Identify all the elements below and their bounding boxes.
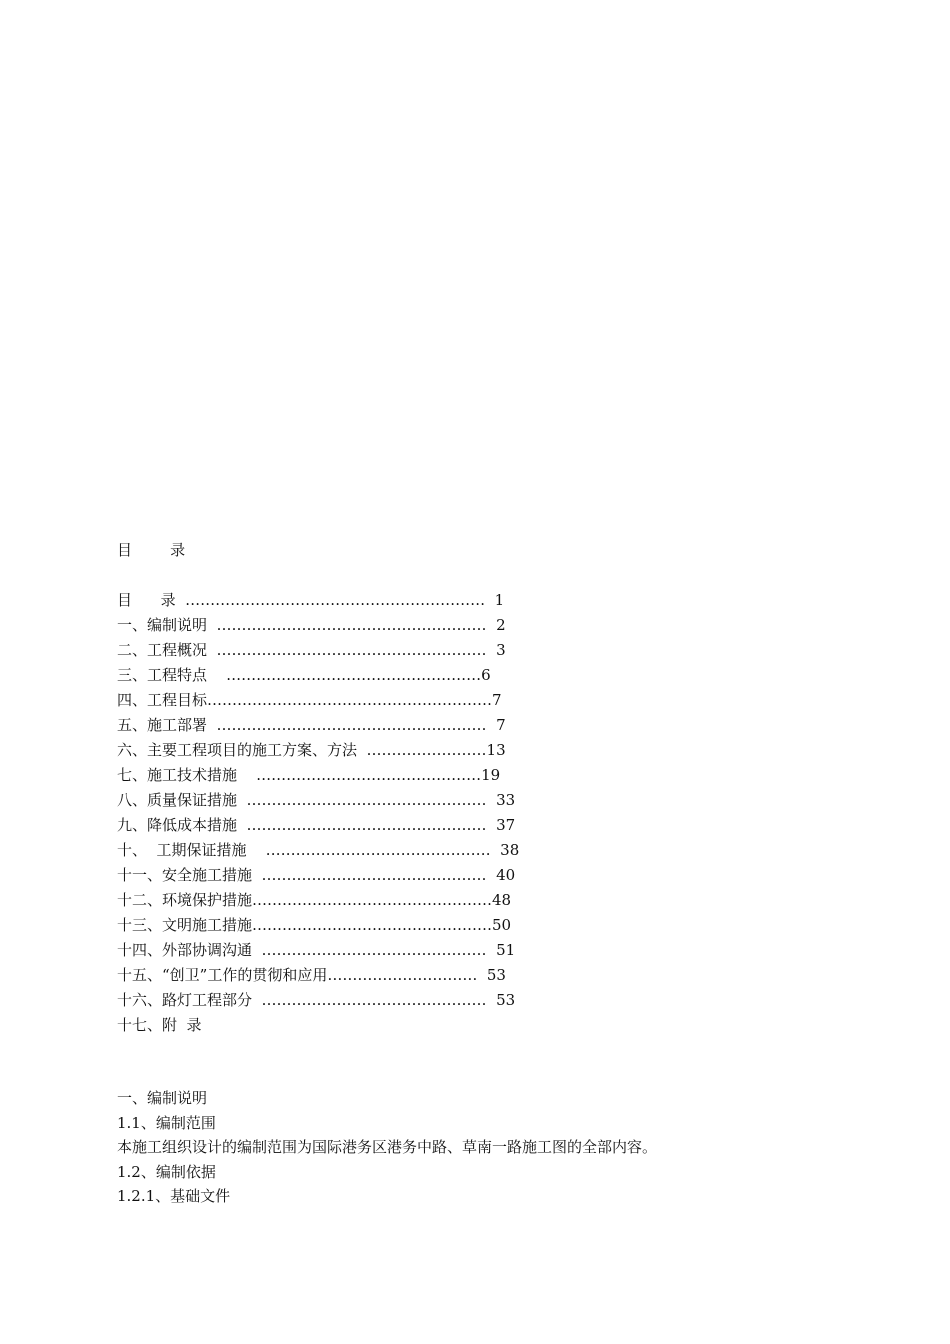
toc-entry[interactable]: 四、工程目标…………………………………………………7 [117, 691, 502, 709]
toc-entry[interactable]: 十五、“创卫”工作的贯彻和应用………………………… 53 [117, 966, 506, 984]
subsection-heading: 1.2.1、基础文件 [117, 1187, 231, 1205]
paragraph: 本施工组织设计的编制范围为国际港务区港务中路、草南一路施工图的全部内容。 [117, 1138, 658, 1156]
document-body [117, 1088, 657, 1211]
subsection-heading: 1.2、编制依据 [117, 1162, 216, 1181]
toc-entry[interactable]: 十三、文明施工措施…………………………………………50 [117, 916, 512, 934]
toc-entry[interactable]: 八、质量保证措施 ………………………………………… 33 [117, 791, 516, 809]
toc-entry[interactable]: 六、主要工程项目的施工方案、方法 ……………………13 [117, 741, 506, 759]
toc-entry[interactable]: 十、 工期保证措施 ……………………………………… 38 [117, 841, 520, 859]
section-heading: 一、编制说明 [117, 1089, 208, 1107]
toc-entry[interactable]: 二、工程概况 ……………………………………………… 3 [117, 641, 506, 659]
toc-entry[interactable]: 十一、安全施工措施 ……………………………………… 40 [117, 866, 516, 884]
table-of-contents [117, 590, 519, 1040]
toc-entry[interactable]: 五、施工部署 ……………………………………………… 7 [117, 716, 506, 734]
toc-entry[interactable]: 七、施工技术措施 ………………………………………19 [117, 766, 501, 784]
toc-entry[interactable]: 十二、环境保护措施…………………………………………48 [117, 891, 512, 909]
subsection-heading: 1.1、编制范围 [117, 1113, 216, 1132]
toc-entry[interactable]: 九、降低成本措施 ………………………………………… 37 [117, 816, 516, 834]
toc-entry[interactable]: 三、工程特点 ……………………………………………6 [117, 666, 491, 684]
toc-entry[interactable]: 目 录 …………………………………………………… 1 [117, 591, 505, 609]
toc-heading: 目 录 [117, 541, 186, 559]
toc-entry[interactable]: 十四、外部协调沟通 ……………………………………… 51 [117, 941, 516, 959]
toc-entry[interactable]: 十六、路灯工程部分 ……………………………………… 53 [117, 991, 516, 1009]
toc-entry[interactable]: 一、编制说明 ……………………………………………… 2 [117, 616, 506, 634]
toc-entry[interactable]: 十七、附 录 [117, 1016, 202, 1034]
